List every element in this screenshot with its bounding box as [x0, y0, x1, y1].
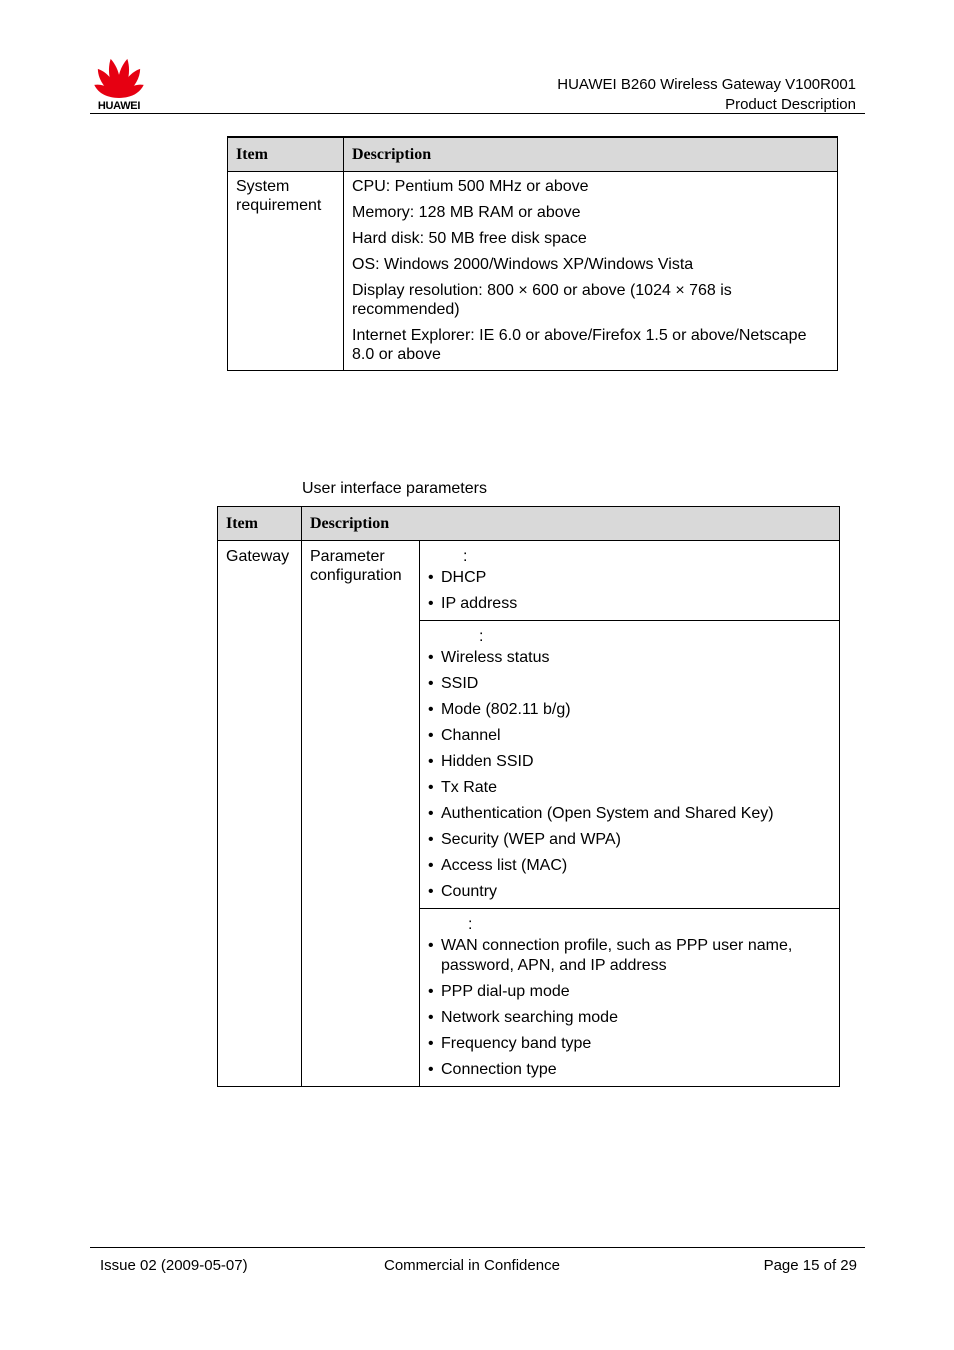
system-requirement-table — [227, 136, 838, 371]
footer-divider — [90, 1247, 865, 1248]
table-row — [228, 172, 838, 371]
user-interface-parameters-table — [217, 506, 840, 1087]
list-item: • Security (WEP and WPA) — [428, 830, 831, 850]
table-caption: User interface parameters — [302, 480, 487, 497]
description-line: OS: Windows 2000/Windows XP/Windows Vista — [352, 256, 694, 273]
description-line: Hard disk: 50 MB free disk space — [352, 230, 587, 247]
list-item: • Tx Rate — [428, 778, 831, 798]
column-header-description: Description — [344, 137, 838, 172]
parameter-group — [420, 909, 840, 1087]
description-cell — [344, 172, 838, 371]
list-item: • Hidden SSID — [428, 752, 831, 772]
footer-confidentiality: Commercial in Confidence — [384, 1257, 560, 1274]
header-divider — [90, 113, 865, 114]
parameter-list — [428, 568, 831, 614]
list-item: • Network searching mode — [428, 1008, 831, 1028]
list-item: • SSID — [428, 674, 831, 694]
product-name: HUAWEI B260 Wireless Gateway V100R001 — [557, 76, 856, 93]
item-cell: Gateway — [218, 541, 302, 1087]
column-header-description: Description — [302, 507, 840, 541]
description-line: Internet Explorer: IE 6.0 or above/Firefox 1.5 or above/Netscape 8.0 or above — [352, 327, 807, 363]
list-item: • IP address — [428, 594, 831, 614]
list-item: • Channel — [428, 726, 831, 746]
huawei-logo — [89, 56, 149, 114]
list-item: • PPP dial-up mode — [428, 982, 831, 1002]
footer-issue: Issue 02 (2009-05-07) — [100, 1257, 248, 1274]
list-item: • Frequency band type — [428, 1034, 831, 1054]
description-line: CPU: Pentium 500 MHz or above — [352, 178, 589, 195]
column-header-item: Item — [228, 137, 344, 172]
description-line: Memory: 128 MB RAM or above — [352, 204, 581, 221]
parameter-list — [428, 936, 831, 1080]
list-item: • Wireless status — [428, 648, 831, 668]
table-header-row — [218, 507, 840, 541]
footer-page-number: Page 15 of 29 — [763, 1257, 857, 1274]
logo-wordmark: HUAWEI — [97, 100, 141, 112]
parameter-list — [428, 648, 831, 902]
group-heading: : — [468, 916, 473, 933]
parameter-group — [420, 621, 840, 909]
list-item: • Mode (802.11 b/g) — [428, 700, 831, 720]
list-item: • Country — [428, 882, 831, 902]
sub-item-cell: Parameter configuration — [302, 541, 420, 1087]
list-item: • Access list (MAC) — [428, 856, 831, 876]
group-heading: : — [479, 628, 484, 645]
list-item: • WAN connection profile, such as PPP user name, password, APN, and IP address — [428, 936, 831, 976]
description-line: Display resolution: 800 × 600 or above (1024 × 768 is recommended) — [352, 282, 732, 318]
parameter-group — [420, 541, 840, 621]
page-header — [557, 75, 856, 115]
list-item: • DHCP — [428, 568, 831, 588]
table-header-row — [228, 137, 838, 172]
item-cell: System requirement — [228, 172, 344, 371]
list-item: • Authentication (Open System and Shared Key) — [428, 804, 831, 824]
table-row — [218, 541, 840, 621]
huawei-petals-icon — [89, 56, 149, 100]
list-item: • Connection type — [428, 1060, 831, 1080]
document-type: Product Description — [725, 96, 856, 113]
column-header-item: Item — [218, 507, 302, 541]
group-heading: : — [463, 548, 468, 565]
